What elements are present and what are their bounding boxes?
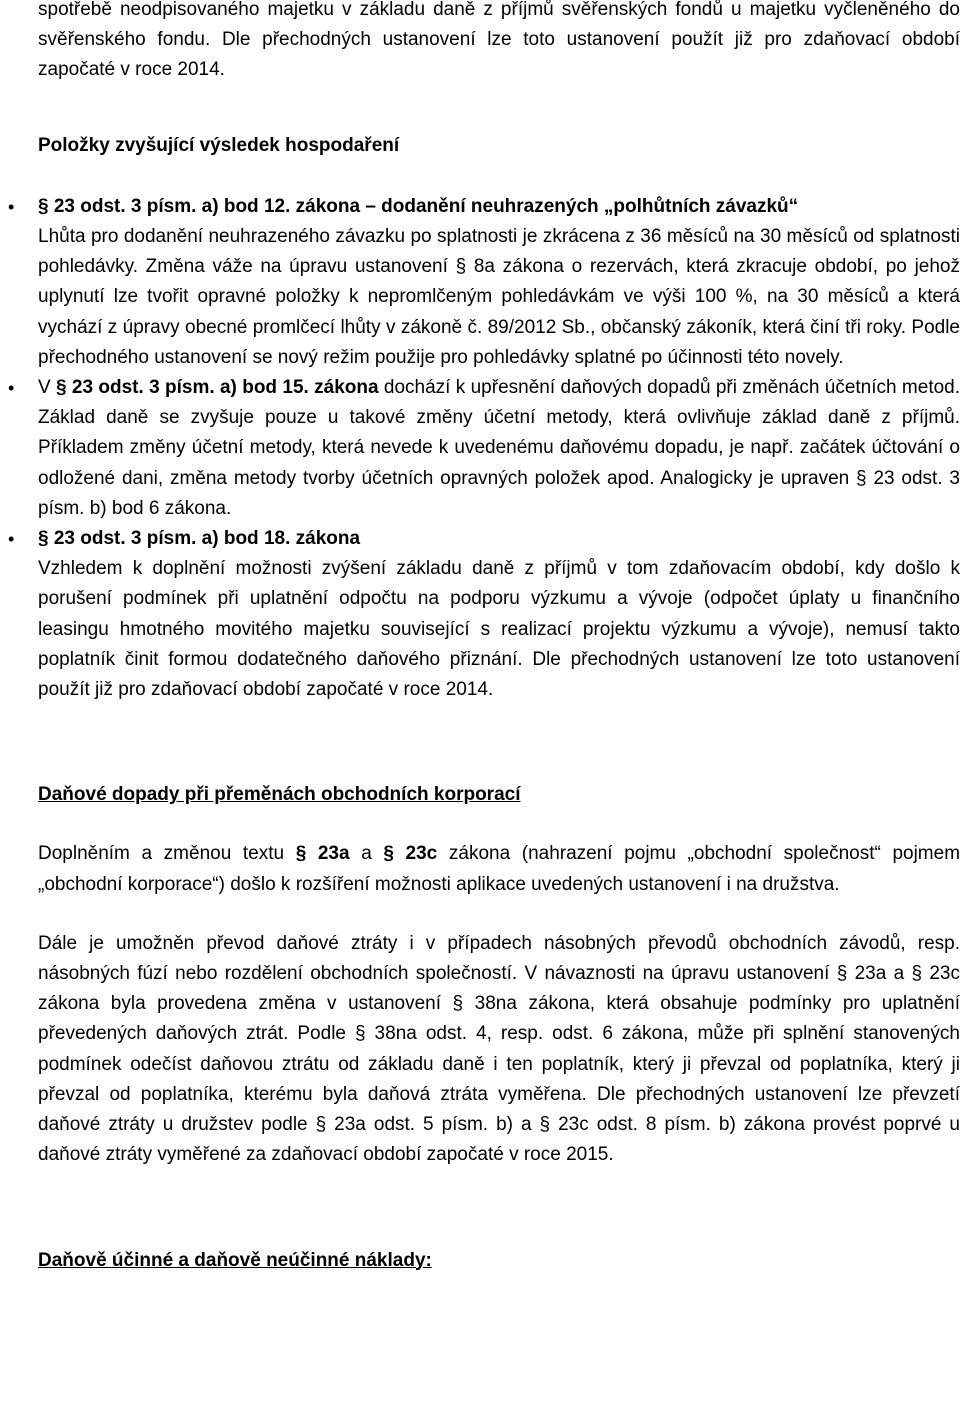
item-body: dochází k upřesnění daňových dopadů při změnách účetních metod. Základ daně se zvyšuje pouze u takové změny účetní metody, která ovlivňuje základ daně z příjmů. Příkladem změny účetní metody, která nevede k uvedenému daňovému dopadu, je např. začátek účtování o odložené dani, změna metody tvorby účetních opravných položek apod. Analogicky je upraven § 23 odst. 3 písm. b) bod 6 zákona. <box>38 377 960 519</box>
increasing-items-list <box>8 192 960 705</box>
item-body: Vzhledem k doplnění možnosti zvýšení základu daně z příjmů v tom zdaňovacím období, kdy došlo k porušení podmínek při uplatnění odpočtu na podporu výzkumu a vývoje (odpočet úplaty u finančního leasingu hmotného movitého majetku související s realizací projektu výzkumu a vývoje), nemusí takto poplatník činit formou dodatečného daňového přiznání. Dle přechodných ustanovení lze toto ustanovení použít již pro zdaňovací období započaté v roce 2014. <box>38 558 960 701</box>
transformations-paragraph-2: Dále je umožněn převod daňové ztráty i v případech násobných převodů obchodních závodů, resp. násobných fúzí nebo rozdělení obchodních společností. V návaznosti na úpravu ustanovení § 23a a § 23c zákona byla provedena změna v ustanovení § 38na zákona, která obsahuje podmínky pro uplatnění převedených daňových ztrát. Podle § 38na odst. 4, resp. odst. 6 zákona, může při splnění stanovených podmínek odečíst daňovou ztrátu od základu daně i ten poplatník, který ji převzal od poplatníka, který ji převzal od poplatníka, kterému byla daňová ztráta vyměřena. Dle přechodných ustanovení lze převzetí daňové ztráty u družstev podle § 23a odst. 5 písm. b) a § 23c odst. 8 písm. b) zákona provést poprvé u daňové ztráty vyměřené za zdaňovací období započaté v roce 2015. <box>38 932 960 1166</box>
list-item <box>8 373 960 524</box>
intro-paragraph: spotřebě neodpisovaného majetku v základu daně z příjmů svěřenských fondů u majetku vyčleněného do svěřenského fondu. Dle přechodných ustanovení lze toto ustanovení použít již pro zdaňovací období započaté v roce 2014. <box>38 0 960 81</box>
item-heading: § 23 odst. 3 písm. a) bod 15. zákona <box>56 377 379 399</box>
bullet-icon: • <box>8 529 15 550</box>
item-heading: § 23 odst. 3 písm. a) bod 18. zákona <box>38 528 361 550</box>
item-lead: V <box>38 377 57 399</box>
bullet-icon: • <box>8 378 15 399</box>
list-item <box>8 524 960 705</box>
bullet-icon: • <box>8 196 15 217</box>
list-item <box>8 192 960 373</box>
item-body: Lhůta pro dodanění neuhrazeného závazku po splatnosti je zkrácena z 36 měsíců na 30 měsíců od splatnosti pohledávky. Změna váže na úpravu ustanovení § 8a zákona o rezervách, která zkracuje období, po jehož uplynutí lze tvořit opravné položky k nepromlčeným pohledávkám ve výši 100 %, na 30 měsíců a která vychází z úpravy obecné promlčecí lhůty v zákoně č. 89/2012 Sb., občanský zákoník, která činí tři roky. Podle přechodného ustanovení se nový režim použije pro pohledávky splatné po účinnosti této novely. <box>38 226 960 368</box>
section-ref-23c: § 23c <box>383 843 438 865</box>
section-heading-increasing-items: Položky zvyšující výsledek hospodaření <box>38 134 400 156</box>
item-heading: § 23 odst. 3 písm. a) bod 12. zákona – dodanění neuhrazených „polhůtních závazků“ <box>38 195 799 217</box>
section-heading-costs: Daňově účinné a daňově neúčinné náklady: <box>38 1249 432 1271</box>
section-heading-transformations: Daňové dopady při přeměnách obchodních korporací <box>38 784 521 806</box>
section-ref-23a: § 23a <box>295 843 350 865</box>
document-page <box>8 0 960 1276</box>
transformations-paragraph-1: Doplněním a změnou textu § 23a a § 23c zákona (nahrazení pojmu „obchodní společnost“ pojmem „obchodní korporace“) došlo k rozšíření možnosti aplikace uvedených ustanovení i na družstva. <box>38 843 960 895</box>
